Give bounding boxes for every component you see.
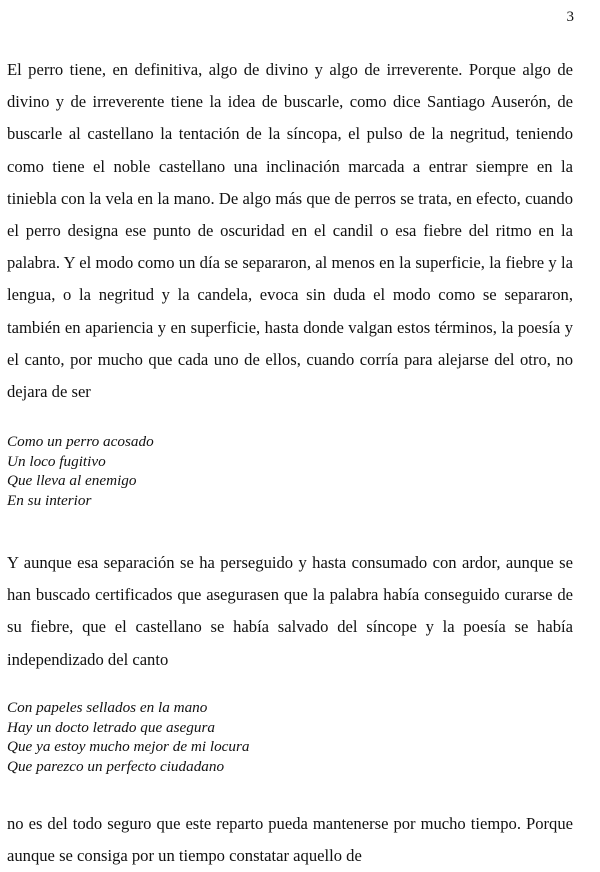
body-paragraph-1: El perro tiene, en definitiva, algo de divino y algo de irreverente. Porque algo de divino y de irreverente tiene la idea de buscarle, como dice Santiago Auserón, de buscarle al castellano la tentación de la síncopa, el pulso de la negritud, teniendo como tiene el noble castellano una inclinación marcada a entrar siempre en la tiniebla con la vela en la mano. De algo más que de perros se trata, en efecto, cuando el perro designa ese punto de oscuridad en el candil o esa fiebre del ritmo en la palabra. Y el modo como un día se separaron, al menos en la superficie, la fiebre y la lengua, o la negritud y la candela, evoca sin duda el modo como se separaron, también en apariencia y en superficie, hasta donde valgan estos términos, la poesía y el canto, por mucho que cada uno de ellos, cuando corría para alejarse del otro, no dejara de ser xyxy=(7,60,573,402)
verse-line: Que lleva al enemigo xyxy=(7,472,137,490)
body-paragraph-2: Y aunque esa separación se ha perseguido y hasta consumado con ardor, aunque se han buscado certificados que asegurasen que la palabra había conseguido curarse de su fiebre, que el castellano se había salvado del síncope y la poesía se había independizado del canto xyxy=(7,553,573,669)
verse-line: En su interior xyxy=(7,491,92,509)
verse-quote-1 xyxy=(7,432,154,510)
verse-quote-2 xyxy=(7,698,250,776)
page-number: 3 xyxy=(566,9,574,25)
verse-line: Que parezco un perfecto ciudadano xyxy=(7,757,225,775)
verse-line: Como un perro acosado xyxy=(7,433,154,450)
verse-line: Que ya estoy mucho mejor de mi locura xyxy=(7,738,250,756)
verse-line: Hay un docto letrado que asegura xyxy=(7,718,215,736)
verse-line: Con papeles sellados en la mano xyxy=(7,699,208,716)
body-paragraph-3: no es del todo seguro que este reparto pueda mantenerse por mucho tiempo. Porque aunque se consiga por un tiempo constatar aquello de xyxy=(7,814,573,866)
verse-line: Un loco fugitivo xyxy=(7,452,106,470)
